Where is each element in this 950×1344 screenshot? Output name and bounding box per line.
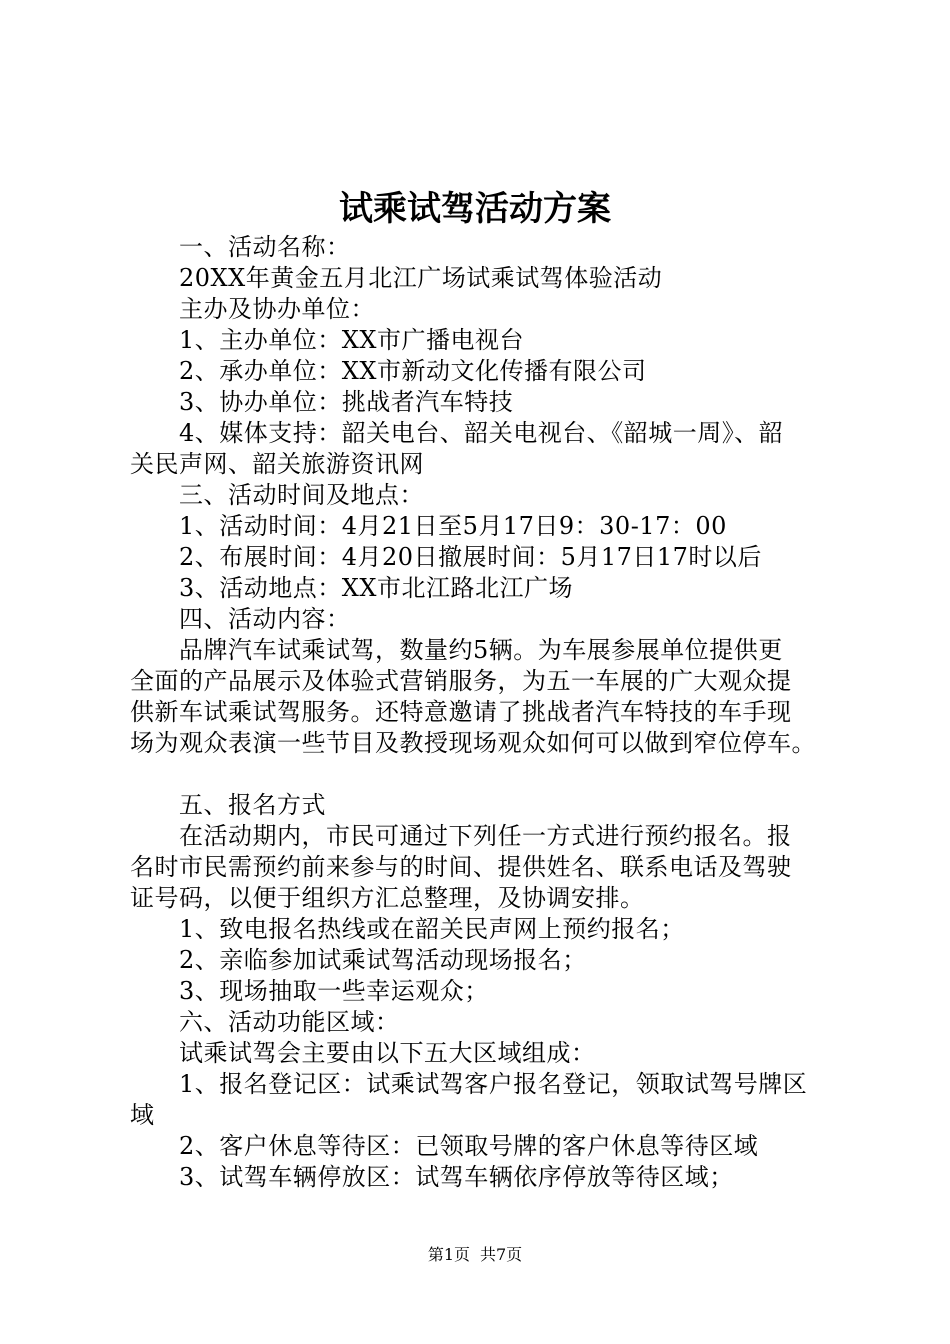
list-item: 1、主办单位：XX市广播电视台 bbox=[179, 326, 524, 354]
list-item: 1、致电报名热线或在韶关民声网上预约报名； bbox=[179, 915, 685, 943]
list-item: 1、报名登记区：试乘试驾客户报名登记，领取试驾号牌区 bbox=[179, 1070, 808, 1098]
list-item: 3、协办单位：挑战者汽车特技 bbox=[179, 388, 514, 416]
list-item: 1、活动时间：4月21日至5月17日9：30-17：00 bbox=[179, 512, 727, 540]
paragraph-line: 证号码，以便于组织方汇总整理，及协调安排。 bbox=[130, 884, 645, 912]
blank-line bbox=[130, 759, 835, 790]
list-item: 2、亲临参加试乘试驾活动现场报名； bbox=[179, 946, 587, 974]
paragraph-line: 供新车试乘试驾服务。还特意邀请了挑战者汽车特技的车手现 bbox=[130, 698, 792, 726]
document-body bbox=[130, 232, 835, 1193]
section-heading-activity-name: 一、活动名称： bbox=[179, 233, 351, 261]
list-item: 4、媒体支持：韶关电台、韶关电视台、《韶城一周》、韶 bbox=[179, 419, 784, 447]
section-heading-areas: 六、活动功能区域： bbox=[179, 1008, 400, 1036]
page-number: 第1页 bbox=[427, 1245, 470, 1264]
paragraph-line: 品牌汽车试乘试驾，数量约5辆。为车展参展单位提供更 bbox=[179, 636, 783, 664]
paragraph-line: 试乘试驾会主要由以下五大区域组成： bbox=[179, 1039, 596, 1067]
paragraph-line: 场为观众表演一些节目及教授现场观众如何可以做到窄位停车。 bbox=[130, 729, 816, 757]
list-item: 2、布展时间：4月20日撤展时间：5月17日17时以后 bbox=[179, 543, 762, 571]
paragraph-line: 名时市民需预约前来参与的时间、提供姓名、联系电话及驾驶 bbox=[130, 853, 792, 881]
list-item: 2、承办单位：XX市新动文化传播有限公司 bbox=[179, 357, 647, 385]
list-item: 3、活动地点：XX市北江路北江广场 bbox=[179, 574, 573, 602]
document-title: 试乘试驾活动方案 bbox=[339, 189, 611, 229]
paragraph-line: 在活动期内，市民可通过下列任一方式进行预约报名。报 bbox=[179, 822, 792, 850]
page-footer bbox=[0, 1244, 950, 1266]
section-heading-content: 四、活动内容： bbox=[179, 605, 351, 633]
paragraph-line: 全面的产品展示及体验式营销服务，为五一车展的广大观众提 bbox=[130, 667, 792, 695]
section-heading-organizers: 主办及协办单位： bbox=[179, 295, 375, 323]
list-item-continuation: 关民声网、韶关旅游资讯网 bbox=[130, 450, 424, 478]
section-heading-time-place: 三、活动时间及地点： bbox=[179, 481, 424, 509]
paragraph-line: 20XX年黄金五月北江广场试乘试驾体验活动 bbox=[179, 264, 663, 292]
list-item: 3、试驾车辆停放区：试驾车辆依序停放等待区域； bbox=[179, 1163, 734, 1191]
section-heading-registration: 五、报名方式 bbox=[179, 791, 326, 819]
list-item: 3、现场抽取一些幸运观众； bbox=[179, 977, 489, 1005]
list-item: 2、客户休息等待区：已领取号牌的客户休息等待区域 bbox=[179, 1132, 759, 1160]
list-item-continuation: 域 bbox=[130, 1101, 155, 1129]
page-total: 共7页 bbox=[480, 1245, 523, 1264]
